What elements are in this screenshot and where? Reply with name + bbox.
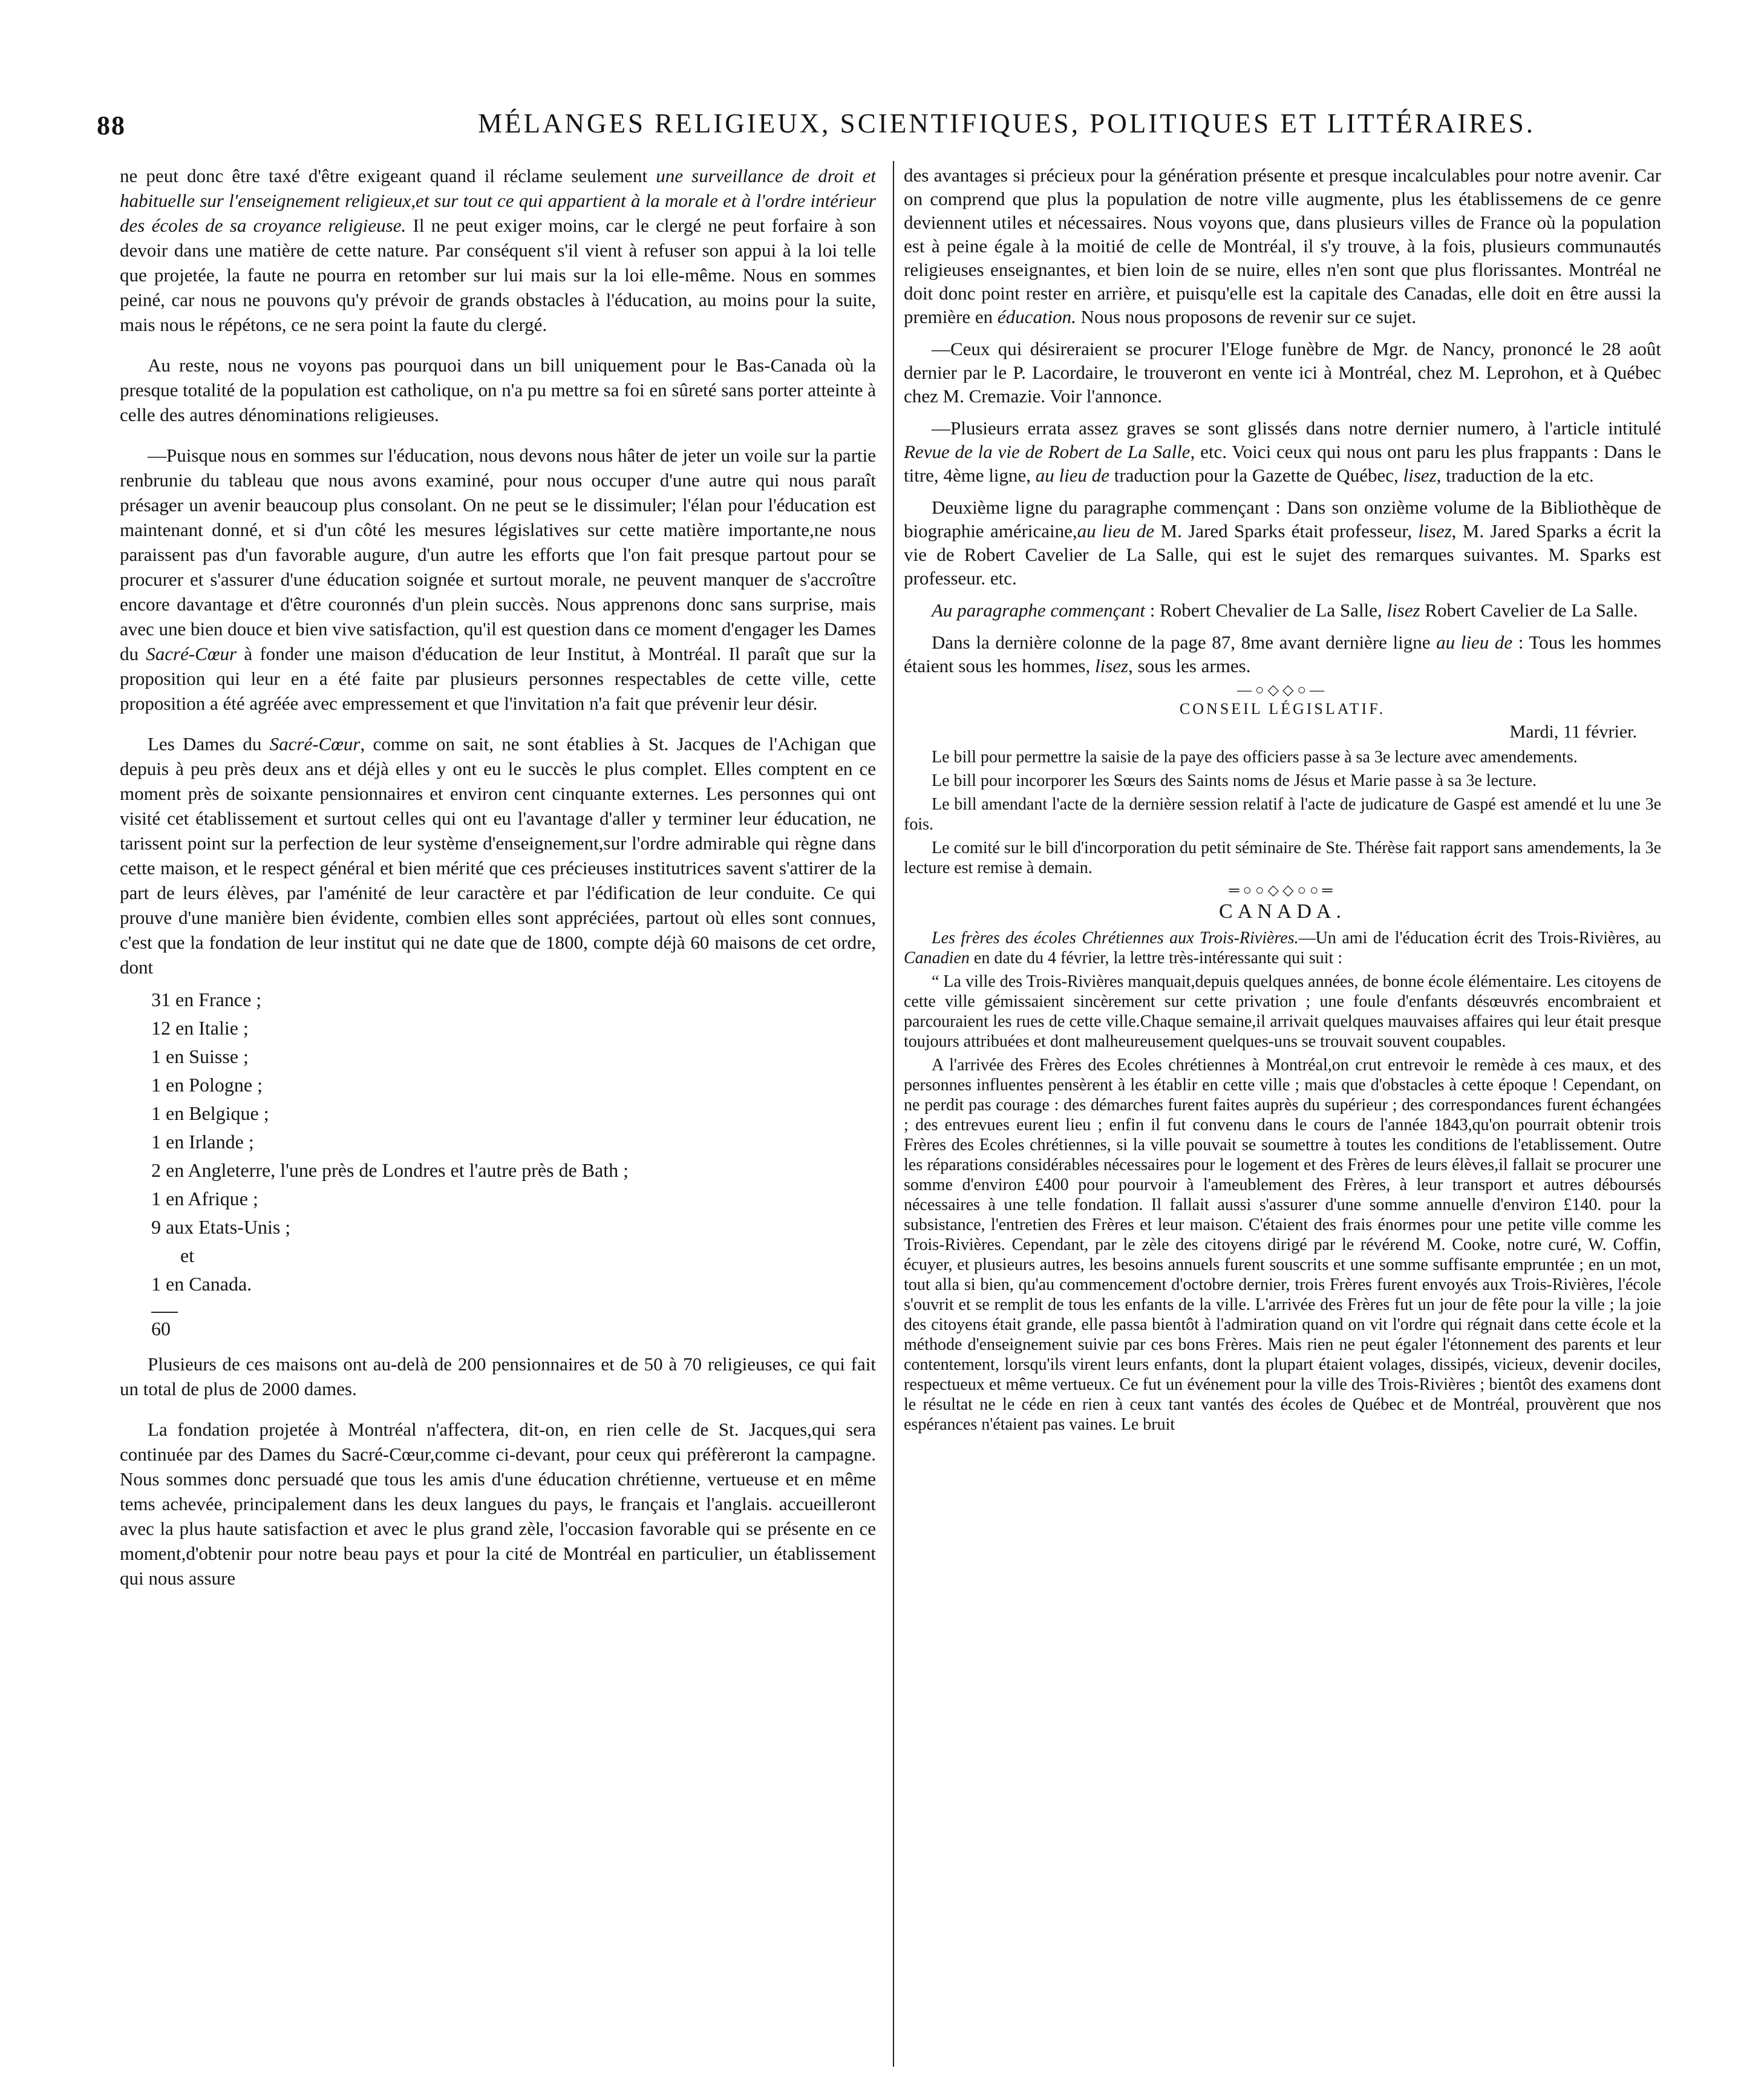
page-header	[91, 108, 1536, 150]
list-item: 12 en Italie ;	[151, 1017, 249, 1039]
page-number: 88	[97, 111, 126, 140]
council-item: Le bill amendant l'acte de la dernière session relatif à l'acte de judicature de Gaspé est amendé et lu une 3e fois.	[904, 795, 1661, 834]
paragraph-errata-4: Dans la dernière colonne de la page 87, 8me avant dernière ligne au lieu de : Tous les hommes étaient sous les hommes, lisez, sous les armes.	[904, 632, 1661, 676]
council-item: Le bill pour incorporer les Sœurs des Saints noms de Jésus et Marie passe à sa 3e lecture.	[932, 771, 1537, 790]
section-heading-canada: CANADA.	[1219, 900, 1346, 923]
section-heading-conseil: CONSEIL LÉGISLATIF.	[1179, 700, 1386, 718]
paragraph-letter-1: “ La ville des Trois-Rivières manquait,depuis quelques années, de bonne école élémentaire. Les citoyens de cette ville gémissaient sincèrement sur cette privation ; une foule d'enfants désœuvrés encombraient et parcouraient les rues de cette ville.Chaque semaine,il arrivait quelques mauvaises affaires qui leur était presque toujours attribuées et dont malheureusement quelques-uns se trouvait souvent coupables.	[904, 972, 1661, 1051]
houses-total: 60	[151, 1312, 876, 1341]
council-item: Le comité sur le bill d'incorporation du petit séminaire de Ste. Thérèse fait rapport sans amendements, la 3e lecture est remise à demain.	[904, 839, 1661, 877]
ornament-divider: —○◇◇○—	[1237, 682, 1328, 698]
list-item: 9 aux Etats-Unis ;	[151, 1216, 291, 1238]
paragraph-letter-2: A l'arrivée des Frères des Ecoles chrétiennes à Montréal,on crut entrevoir le remède à ces maux, et des personnes influentes pensèrent à les établir en cette ville ; mais que d'obstacles à cette époque ! Cependant, on ne perdit pas courage : des démarches furent faites auprès du supérieur ; des correspondances furent échangées ; des entrevues eurent lieu ; enfin il fut convenu dans le cours de l'année 1843,qu'on pourrait obtenir trois Frères des Ecoles chrétiennes, si la ville pouvait se soumettre à toutes les conditions de l'etablissement. Outre les réparations considérables nécessaires pour le logement et des Frères de leurs élèves,il fallait se procurer une somme d'environ £400 pour pourvoir à l'ameublement des Frères, à leur transport et autres déboursés nécessaires à une telle fondation. Il fallait aussi s'assurer d'une somme annuelle d'environ £140. pour la subsistance, l'entretien des Frères et leur maison. C'étaient des frais énormes pour une petite ville comme les Trois-Rivières. Cependant, par le zèle des citoyens dirigé par le révérend M. Cooke, notre curé, W. Coffin, écuyer, et plusieurs autres, les besoins annuels furent souscrits et une somme suffisante empruntée ; en un mot, tout alla si bien, qu'au commencement d'octobre dernier, trois Frères furent envoyés aux Trois-Rivières, l'école s'ouvrit et se remplit de tous les enfants de la ville. L'arrivée des Frères fut un jour de fête pour la ville ; la joie des citoyens était grande, elle passa bientôt à l'admiration quand on vit l'ordre qui régnait dans cette école et la méthode d'enseignement suivie par ces bons Frères. Mais rien ne peut égaler l'étonnement des parents et leur contentement, lorsqu'ils virent leurs enfants, dont la plupart étaient volages, dissipés, vicieux, devenir dociles, respectueux et même vertueux. Ce fut un événement pour la ville des Trois-Rivières ; bientôt des examens dont le résultat ne le céde en rien à ceux tant vantés des écoles de Québec et de Montréal, prouvèrent que nos espérances n'étaient pas vaines. Le bruit	[904, 1056, 1661, 1434]
list-item: 2 en Angleterre, l'une près de Londres et l'autre près de Bath ;	[151, 1159, 629, 1181]
list-item: et	[151, 1245, 195, 1266]
list-item: 1 en Irlande ;	[151, 1131, 254, 1153]
list-item: 31 en France ;	[151, 989, 262, 1010]
paragraph-bas-canada: Au reste, nous ne voyons pas pourquoi dans un bill uniquement pour le Bas-Canada où la presque totalité de la population est catholique, on n'a pu mettre sa foi en sûreté sans porter atteinte à celle des autres dénominations religieuses.	[120, 355, 876, 425]
list-item: 1 en Canada.	[151, 1273, 252, 1295]
right-column	[904, 163, 1661, 2069]
paragraph-errata: —Plusieurs errata assez graves se sont glissés dans notre dernier numero, à l'article intitulé Revue de la vie de Robert de La Salle, etc. Voici ceux qui nous ont paru les plus frappants : Dans le titre, 4ème ligne, au lieu de traduction pour la Gazette de Québec, lisez, traduction de la etc.	[904, 417, 1661, 486]
paragraph-fondation: La fondation projetée à Montréal n'affectera, dit-on, en rien celle de St. Jacques,qui sera continuée par des Dames du Sacré-Cœur,comme ci-devant, pour ceux qui préfèreront la campagne. Nous sommes donc persuadé que tous les amis d'une éducation chrétienne, vertueuse et en même tems achevée, principalement dans les deux langues du pays, le français et l'anglais. accueilleront avec la plus haute satisfaction et avec le plus grand zèle, l'occasion favorable qui se présente en ce moment,d'obtenir pour notre beau pays et pour la cité de Montréal en particulier, un établissement qui nous assure	[120, 1419, 876, 1589]
paragraph-eloge: —Ceux qui désireraient se procurer l'Eloge funèbre de Mgr. de Nancy, prononcé le 28 août dernier par le P. Lacordaire, le trouveront en vente ici à Montréal, chez M. Leprohon, et à Québec chez M. Cremazie. Voir l'annonce.	[904, 338, 1661, 407]
paragraph-education: —Puisque nous en sommes sur l'éducation, nous devons nous hâter de jeter un voile sur la partie renbrunie du tableau que nous avons examiné, pour nous occuper d'une autre qui nous paraît présager un avenir beaucoup plus consolant. On ne peut se le dissimuler; l'élan pour l'éducation est maintenant donné, et si d'un côté les mesures législatives sur cette matière importante,ne nous paraissent pas d'un favorable augure, d'un autre les efforts que l'on fait presque partout pour se procurer et s'assurer d'une éducation soignée et surtout morale, ne peuvent manquer de s'accroître encore davantage et d'être couronnés d'un plein succès. Nous apprenons donc sans surprise, mais avec une bien douce et bien vive satisfaction, qu'il est question dans ce moment d'engager les Dames du Sacré-Cœur à fonder une maison d'éducation de leur Institut, à Montréal. Il paraît que sur la proposition qui leur en a été faite par plusieurs personnes respectables de cette ville, cette proposition a été agréée avec empressement et que l'invitation n'a fait que prévenir leur désir.	[120, 445, 876, 714]
column-rule	[893, 161, 894, 2067]
left-column	[120, 163, 876, 2069]
paragraph-pensionnaires: Plusieurs de ces maisons ont au-delà de 200 pensionnaires et de 50 à 70 religieuses, ce qui fait un total de plus de 2000 dames.	[120, 1353, 876, 1399]
list-item: 1 en Afrique ;	[151, 1188, 258, 1209]
paragraph-clergy: ne peut donc être taxé d'être exigeant quand il réclame seulement une surveillance de droit et habituelle sur l'enseignement religieux,et sur tout ce qui appartient à la morale et à l'ordre intérieur des écoles de sa croyance religieuse. Il ne peut exiger moins, car le clergé ne peut forfaire à son devoir dans une matière de cette nature. Par conséquent s'il vient à refuser son appui à la loi telle que projetée, la faute ne pourra en retomber sur lui mais sur la loi elle-même. Nous en sommes peiné, car nous ne pouvons qu'y prévoir de grands obstacles à l'éducation, au moins pour la suite, mais nous le répétons, ce ne sera point la faute du clergé.	[120, 165, 876, 335]
ornament-divider: ═○○◇◇○○═	[1229, 883, 1336, 898]
paragraph-errata-3: Au paragraphe commençant : Robert Chevalier de La Salle, lisez Robert Cavelier de La Salle.	[932, 600, 1638, 621]
paragraph-avantages: des avantages si précieux pour la génération présente et presque incalculables pour notre avenir. Car on comprend que plus la population de notre ville augmente, plus les établissemens de ce genre deviennent utiles et nécessaires. Nous voyons que, dans plusieurs villes de France où la population est à peine égale à la moitié de celle de Montréal, il s'y trouve, à la fois, plusieurs communautés religieuses enseignantes, et bien loin de se nuire, elles n'en sont que plus florissantes. Montréal ne doit donc point rester en arrière, et puisqu'elle est la capitale des Canadas, elle doit en être aussi la première en éducation. Nous nous proposons de revenir sur ce sujet.	[904, 165, 1661, 327]
running-title: MÉLANGES RELIGIEUX, SCIENTIFIQUES, POLITIQUES ET LITTÉRAIRES.	[478, 108, 1536, 139]
paragraph-errata-2: Deuxième ligne du paragraphe commençant : Dans son onzième volume de la Bibliothèque de biographie américaine,au lieu de M. Jared Sparks était professeur, lisez, M. Jared Sparks a écrit la vie de Robert Cavelier de La Salle, qui est le sujet des remarques suivantes. M. Sparks est professeur. etc.	[904, 497, 1661, 589]
paragraph-freres-intro: Les frères des écoles Chrétiennes aux Trois-Rivières.—Un ami de l'éducation écrit des Trois-Rivières, au Canadien en date du 4 février, la lettre très-intéressante qui suit :	[904, 929, 1661, 967]
list-item: 1 en Suisse ;	[151, 1045, 249, 1067]
paragraph-dames-sacre-coeur: Les Dames du Sacré-Cœur, comme on sait, ne sont établies à St. Jacques de l'Achigan que depuis à peu près deux ans et déjà elles y ont eu le succès le plus complet. Elles comptent en ce moment près de soixante pensionnaires et environ cent cinquante externes. Les personnes qui ont visité cet établissement et surtout celles qui ont eu l'avantage d'aller y terminer leur éducation, ne tarissent point sur la perfection de leur système d'enseignement,sur l'ordre admirable qui règne dans cette maison, et le respect général et bien mérité que ces précieuses institutrices savent s'attirer de la part de leurs élèves, par l'aménité de leur caractère et par l'édification de leur conduite. Ce qui prouve d'une manière bien évidente, combien elles sont appréciées, partout où elles sont connues, c'est que la fondation de leur institut qui ne date que de 1800, compte déjà 60 maisons de cet ordre, dont	[120, 733, 876, 978]
houses-list	[151, 986, 876, 1298]
dateline: Mardi, 11 février.	[1509, 722, 1637, 742]
list-item: 1 en Belgique ;	[151, 1102, 269, 1124]
council-item: Le bill pour permettre la saisie de la paye des officiers passe à sa 3e lecture avec amendements.	[932, 748, 1578, 767]
list-item: 1 en Pologne ;	[151, 1074, 263, 1096]
